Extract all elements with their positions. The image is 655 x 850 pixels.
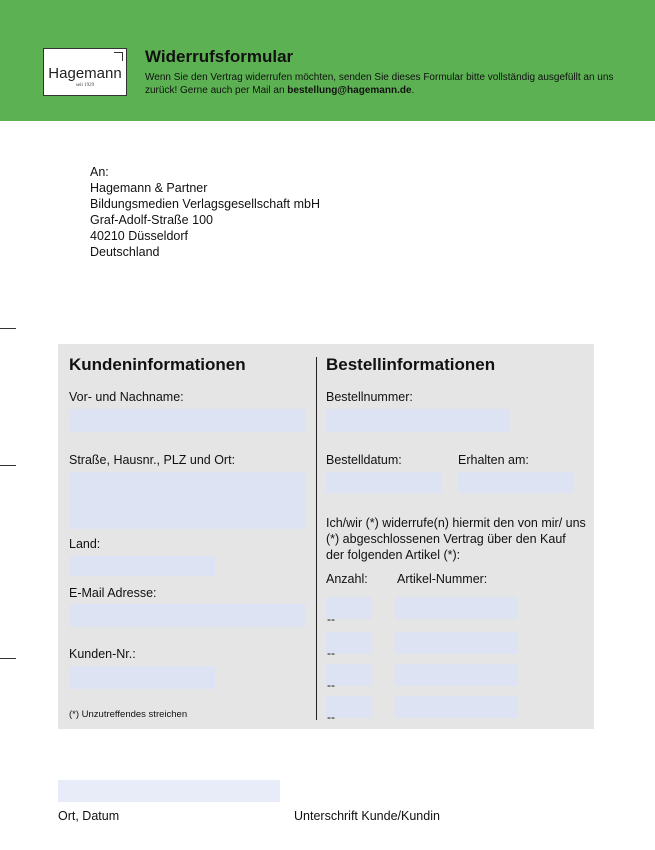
article-number-field[interactable]: [395, 597, 517, 619]
fold-mark: [0, 658, 16, 659]
article-number-field[interactable]: [395, 696, 517, 718]
fold-mark: [0, 328, 16, 329]
header-banner: [0, 0, 655, 121]
logo-since: seit 1929: [75, 83, 95, 88]
country-label: Land:: [69, 537, 101, 551]
name-field[interactable]: [69, 409, 306, 432]
article-number-field[interactable]: [395, 632, 517, 654]
recipient-address: [90, 164, 320, 260]
place-date-field[interactable]: [58, 780, 280, 802]
customer-number-field[interactable]: [69, 666, 215, 689]
hagemann-logo: [43, 48, 127, 96]
footnote: (*) Unzutreffendes streichen: [69, 709, 188, 720]
street-label: Straße, Hausnr., PLZ und Ort:: [69, 453, 236, 467]
order-date-field[interactable]: [326, 472, 442, 493]
contact-email-link[interactable]: bestellung@hagemann.de: [287, 85, 412, 96]
customer-info-heading: Kundeninformationen: [69, 355, 246, 374]
address-line: Deutschland: [90, 245, 160, 259]
article-number-field[interactable]: [395, 664, 517, 686]
order-date-label: Bestelldatum:: [326, 453, 402, 467]
fold-mark: [0, 465, 16, 466]
address-line: Hagemann & Partner: [90, 181, 208, 195]
name-label: Vor- und Nachname:: [69, 390, 184, 404]
address-line: Graf-Adolf-Straße 100: [90, 213, 213, 227]
quantity-placeholder: --: [327, 678, 335, 692]
address-line: An:: [90, 165, 109, 179]
quantity-label: Anzahl:: [326, 572, 368, 586]
signature-label: Unterschrift Kunde/Kundin: [294, 809, 440, 823]
logo-corner-mark: [114, 52, 123, 61]
column-divider: [316, 357, 317, 720]
order-number-field[interactable]: [326, 409, 510, 432]
description-text: Wenn Sie den Vertrag widerrufen möchten, senden Sie dieses Formular bitte vollständig ausgefüllt an uns zurück! Gerne auch per Mail an: [145, 72, 614, 96]
article-number-label: Artikel-Nummer:: [397, 572, 488, 586]
email-label: E-Mail Adresse:: [69, 586, 157, 600]
customer-number-label: Kunden-Nr.:: [69, 647, 136, 661]
form-description: [145, 71, 615, 97]
country-field[interactable]: [69, 556, 215, 576]
quantity-placeholder: --: [327, 612, 335, 626]
place-date-label: Ort, Datum: [58, 809, 120, 823]
street-address-field[interactable]: [69, 472, 306, 529]
description-end: .: [411, 85, 415, 96]
order-info-heading: Bestellinformationen: [326, 355, 496, 374]
logo-name: Hagemann: [48, 65, 122, 82]
address-line: 40210 Düsseldorf: [90, 229, 188, 243]
address-line: Bildungsmedien Verlagsgesellschaft mbH: [90, 197, 320, 211]
quantity-placeholder: --: [327, 710, 335, 724]
form-title: Widerrufsformular: [145, 47, 294, 66]
received-date-label: Erhalten am:: [458, 453, 529, 467]
received-date-field[interactable]: [458, 472, 574, 493]
quantity-placeholder: --: [327, 646, 335, 660]
withdrawal-statement: Ich/wir (*) widerrufe(n) hiermit den von mir/ uns (*) abgeschlossenen Vertrag über den Kauf der folgenden Artikel (*):: [326, 516, 586, 562]
order-number-label: Bestellnummer:: [326, 390, 413, 404]
email-field[interactable]: [69, 604, 306, 627]
